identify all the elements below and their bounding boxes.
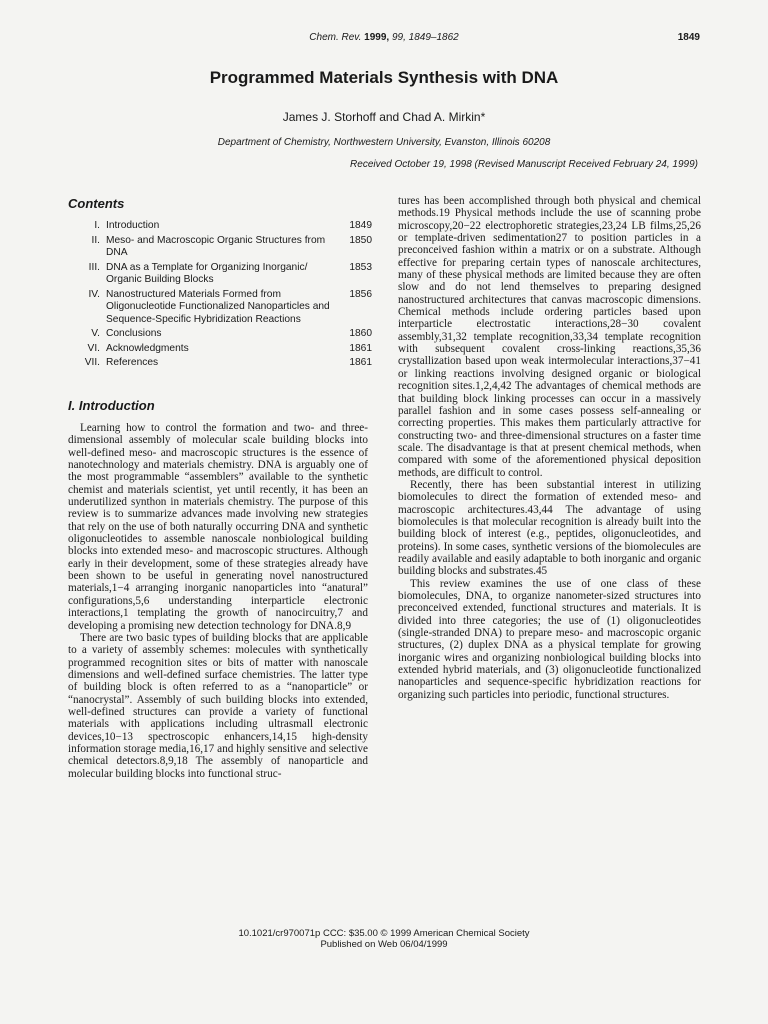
doi-copyright: 10.1021/cr970071p CCC: $35.00 © 1999 American Chemical Society bbox=[238, 928, 530, 939]
journal-citation: Chem. Rev. 1999, 99, 1849–1862 bbox=[309, 32, 459, 43]
toc-item[interactable] bbox=[72, 343, 372, 356]
table-of-contents bbox=[72, 220, 372, 372]
toc-item-number: VI. bbox=[87, 342, 100, 354]
toc-item-page: 1860 bbox=[349, 328, 372, 339]
toc-item[interactable] bbox=[72, 289, 372, 327]
text-column-right bbox=[398, 195, 701, 701]
page-number: 1849 bbox=[677, 32, 700, 43]
toc-item-label: DNA as a Template for Organizing Inorganic/ Organic Building Blocks bbox=[106, 261, 308, 285]
toc-item-number: IV. bbox=[88, 288, 100, 300]
toc-item-label: Acknowledgments bbox=[106, 342, 189, 354]
body-paragraph: Learning how to control the formation and two- and three-dimensional assembly of molecular scale building blocks into well-defined meso- and macroscopic structures is the essence of nanotechnology and materials chemistry. DNA is arguably one of the most programmable “assemblers” available to the synthetic chemist and materials scientist, yet until recently, it has been an underutilized synthon in materials chemistry. The purpose of this review is to summarize advances made involving new strategies that rely on the use of both naturally occurring DNA and synthetic oligonucleotides to assemble nanoscale nonbiological building blocks into extended meso- and macroscopic structures. Although early in their development, some of these strategies already have been shown to be useful in generating novel nanostructured materials,1−4 arranging inorganic nanoparticles into “anatural” configurations,5,6 understanding interparticle electronic interactions,1 templating the growth of nanocircuitry,7 and developing a promising new detection technology for DNA.8,9 bbox=[68, 422, 368, 632]
toc-item-page: 1853 bbox=[349, 261, 372, 273]
toc-item[interactable] bbox=[72, 220, 372, 233]
toc-item-label: References bbox=[106, 357, 159, 368]
toc-item-number: III. bbox=[88, 261, 100, 273]
authors: James J. Storhoff and Chad A. Mirkin* bbox=[282, 110, 486, 124]
text-column-left bbox=[68, 422, 368, 780]
toc-item-page: 1861 bbox=[349, 342, 372, 354]
toc-item[interactable] bbox=[72, 357, 372, 370]
article-title: Programmed Materials Synthesis with DNA bbox=[209, 68, 559, 87]
page-footer bbox=[0, 928, 768, 950]
toc-item-label: Introduction bbox=[106, 220, 160, 231]
publication-date: Published on Web 06/04/1999 bbox=[320, 939, 448, 950]
toc-item-page: 1856 bbox=[349, 288, 372, 300]
toc-item-label: Meso- and Macroscopic Organic Structures from DNA bbox=[106, 234, 326, 258]
toc-item-number: VII. bbox=[84, 357, 100, 368]
section-heading-introduction: I. Introduction bbox=[68, 398, 155, 413]
toc-item-number: I. bbox=[94, 220, 100, 231]
body-paragraph: tures has been accomplished through both physical and chemical methods.19 Physical methods include the use of scanning probe microscopy,20−22 electrophoretic strategies,23,24 LB films,25,26 or template-driven sedimentation27 to position particles in a preconceived fashion within a matrix or on a substrate. Although effective for preparing certain types of nanoscale architectures, many of these physical methods are limited because they are often slow and do not lend themselves to preparing designed nanostructured architectures that canvas macroscopic dimensions. Chemical methods include ordering particles based upon interparticle electrostatic interactions,28−30 covalent assembly,31,32 template recognition,33,34 template recognition with subsequent covalent cross-linking reactions,35,36 crystallization based upon weak intermolecular interactions,37−41 or linking reactions involving designed organic or biological recognition sites.1,2,4,42 The advantages of chemical methods are that building block linking processes can occur in a massively parallel fashion and in some cases possess self-annealing or correcting properties. This makes them particularly attractive for constructing two- and three-dimensional structures on a faster time scale. The disadvantage is that at present chemical methods, when compared with some of the aforementioned physical deposition methods, are difficult to control. bbox=[398, 195, 701, 479]
toc-item[interactable] bbox=[72, 235, 372, 260]
body-paragraph: There are two basic types of building blocks that are applicable to a variety of assembly schemes: molecules with synthetically programmed recognition sites or bits of matter with nanoscale dimensions and well-defined surface chemistries. The latter type of building block is often referred to as a “nanoparticle” or “nanocrystal”. Assembly of such building blocks into extended, well-defined structures can provide a variety of functional materials with applications including ultrasmall electronic devices,10−13 spectroscopic enhancers,14,15 high-density information storage media,16,17 and highly sensitive and selective chemical detectors.8,9,18 The assembly of nanoparticle and molecular building blocks into functional struc- bbox=[68, 631, 368, 780]
toc-item-number: II. bbox=[91, 234, 100, 246]
affiliation: Department of Chemistry, Northwestern University, Evanston, Illinois 60208 bbox=[217, 137, 551, 148]
toc-item-page: 1849 bbox=[349, 220, 372, 231]
toc-item-page: 1850 bbox=[349, 234, 372, 246]
toc-item-page: 1861 bbox=[349, 357, 372, 368]
received-dates: Received October 19, 1998 (Revised Manuscript Received February 24, 1999) bbox=[350, 159, 698, 170]
body-paragraph: This review examines the use of one class of these biomolecules, DNA, to organize nanometer-sized structures into preconceived extended, functional structures and materials. It is divided into three categories; the use of (1) oligonucleotides (single-stranded DNA) to prepare meso- and macroscopic organic structures, (2) duplex DNA as a physical template for growing inorganic wires and organizing nonbiological building blocks into extended hybrid materials, and (3) oligonucleotide functionalized nanoparticles and sequence-specific hybridization reactions for organizing such particles into periodic, functional structures. bbox=[398, 577, 701, 701]
body-paragraph: Recently, there has been substantial interest in utilizing biomolecules to direct the formation of extended meso- and macroscopic architectures.43,44 The advantage of using biomolecules is that molecular recognition is already built into the building block of interest (e.g., peptides, oligonucleotides, and proteins). In some cases, synthetic versions of the biomolecules are readily available and easily adaptable to both inorganic and organic building blocks and substrates.45 bbox=[398, 478, 701, 578]
toc-item-number: V. bbox=[91, 328, 100, 339]
toc-item[interactable] bbox=[72, 262, 372, 287]
toc-item-label: Conclusions bbox=[106, 328, 162, 339]
contents-heading: Contents bbox=[68, 196, 125, 211]
toc-item[interactable] bbox=[72, 328, 372, 341]
toc-item-label: Nanostructured Materials Formed from Oligonucleotide Functionalized Nanoparticles and Sequence-Specific Hybridization Reactions bbox=[106, 288, 330, 325]
